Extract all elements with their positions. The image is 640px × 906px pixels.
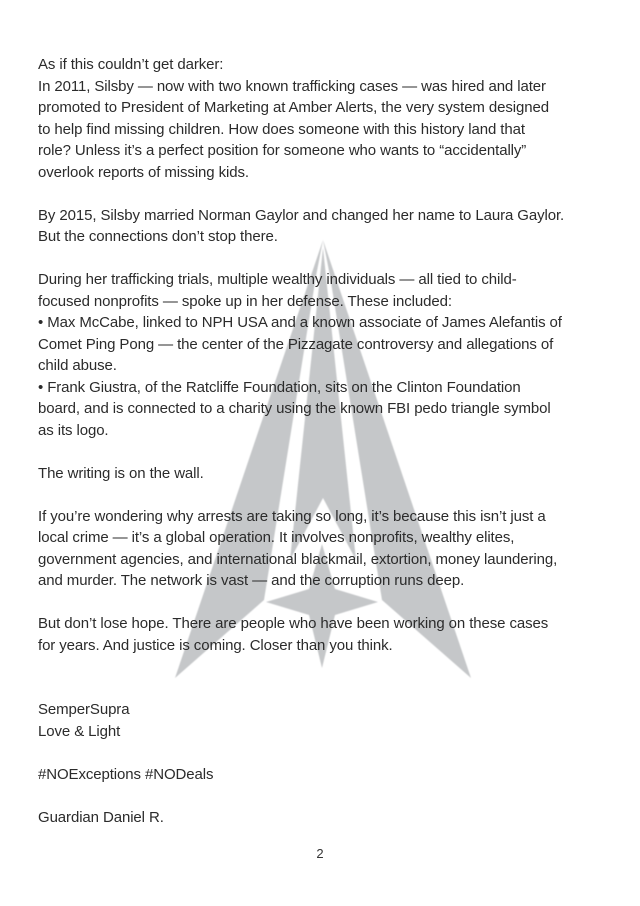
text-line: overlook reports of missing kids.	[38, 163, 249, 181]
paragraph	[38, 269, 616, 441]
document-body	[38, 54, 616, 828]
text-line: and murder. The network is vast — and the corruption runs deep.	[38, 572, 465, 589]
text-line: During her trafficking trials, multiple wealthy individuals — all tied to child-	[38, 271, 517, 288]
text-line: board, and is connected to a charity using the known FBI pedo triangle symbol	[38, 400, 551, 417]
text-line: Guardian Daniel R.	[38, 808, 164, 826]
text-line: child abuse.	[38, 357, 117, 374]
page-number: 2	[316, 846, 324, 861]
text-line: But the connections don’t stop there.	[38, 228, 278, 245]
text-line: As if this couldn’t get darker:	[38, 56, 224, 73]
text-line: local crime — it’s a global operation. It involves nonprofits, wealthy elites,	[38, 529, 515, 546]
text-line: Love & Light	[38, 722, 121, 740]
text-line: #NOExceptions #NODeals	[38, 765, 214, 783]
text-line: In 2011, Silsby — now with two known trafficking cases — was hired and later	[38, 77, 546, 95]
paragraph	[38, 506, 616, 592]
text-line: as its logo.	[38, 421, 109, 439]
text-line: But don’t lose hope. There are people who have been working on these cases	[38, 615, 549, 632]
text-line: • Frank Giustra, of the Ratcliffe Foundation, sits on the Clinton Foundation	[38, 378, 521, 396]
text-line: promoted to President of Marketing at Amber Alerts, the very system designed	[38, 99, 549, 116]
text-line: The writing is on the wall.	[38, 464, 204, 482]
text-line: government agencies, and international blackmail, extortion, money laundering,	[38, 550, 558, 568]
text-line: By 2015, Silsby married Norman Gaylor and changed her name to Laura Gaylor.	[38, 206, 565, 224]
paragraph	[38, 613, 616, 656]
paragraph	[38, 205, 616, 248]
text-line: focused nonprofits — spoke up in her defense. These included:	[38, 292, 452, 310]
paragraph	[38, 463, 616, 485]
text-line: • Max McCabe, linked to NPH USA and a known associate of James Alefantis of	[38, 314, 562, 331]
text-line: for years. And justice is coming. Closer than you think.	[38, 636, 393, 654]
text-line: If you’re wondering why arrests are taking so long, it’s because this isn’t just a	[38, 507, 546, 525]
text-line: SemperSupra	[38, 701, 130, 718]
text-line: role? Unless it’s a perfect position for someone who wants to “accidentally”	[38, 142, 527, 159]
paragraph	[38, 54, 616, 183]
paragraph	[38, 764, 616, 786]
paragraph	[38, 699, 616, 742]
paragraph	[38, 807, 616, 829]
text-line: Comet Ping Pong — the center of the Pizzagate controversy and allegations of	[38, 335, 554, 353]
text-line: to help find missing children. How does someone with this history land that	[38, 120, 525, 138]
